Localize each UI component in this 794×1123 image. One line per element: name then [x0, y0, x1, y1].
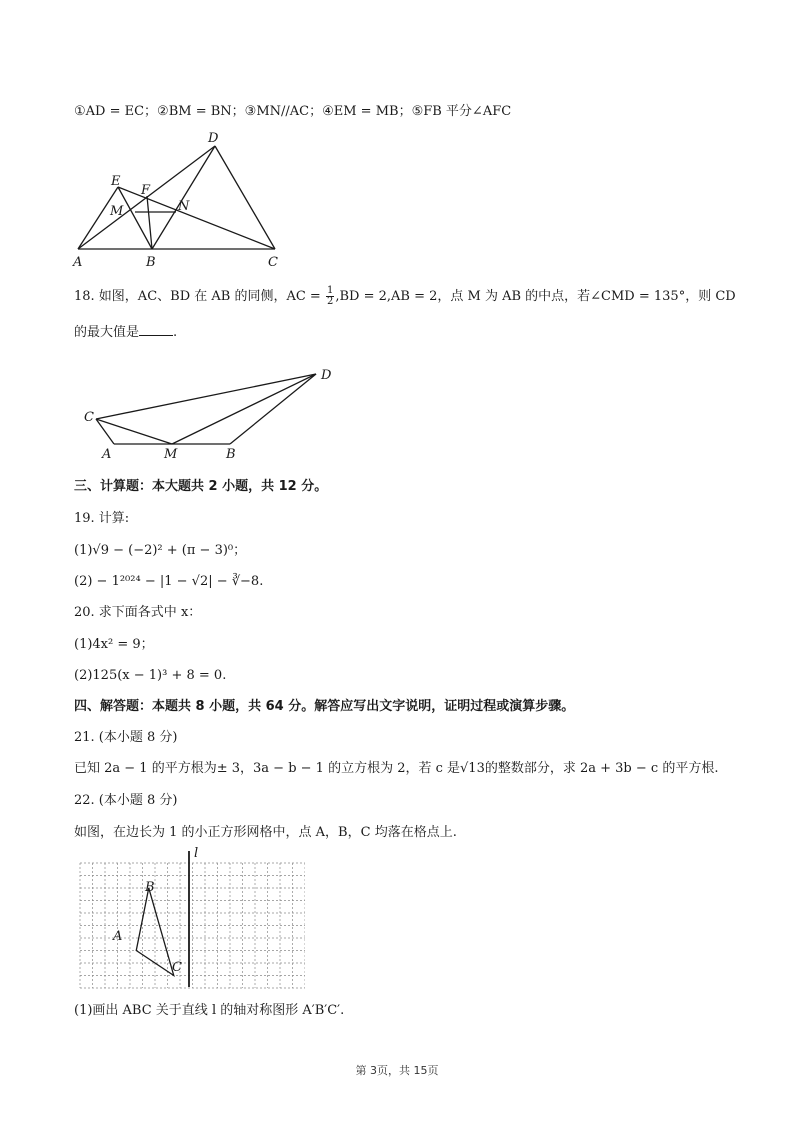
page-footer: 第 3页，共 15页 [355, 1064, 439, 1077]
q19-part1: (1)√9 − (−2)² + (π − 3)⁰； [74, 543, 247, 558]
section-4-title: 四、解答题：本题共 8 小题，共 64 分。解答应写出文字说明，证明过程或演算步骤。 [74, 699, 575, 714]
figure-17 [70, 128, 290, 270]
q18-frac-den: 2 [326, 296, 334, 307]
label-l: l [194, 846, 199, 861]
q21-body: 已知 2a − 1 的平方根为± 3，3a − b − 1 的立方根为 2，若 c 是√13的整数部分，求 2a + 3b − c 的平方根. [74, 761, 719, 776]
label-C: C [172, 960, 182, 975]
label-B: B [145, 880, 155, 895]
q18-fraction [326, 286, 334, 307]
label-A: A [102, 447, 112, 462]
q21-title: 21. (本小题 8 分) [74, 730, 178, 745]
label-M: M [110, 204, 124, 219]
triangle-abc [119, 885, 145, 940]
q19-part2: (2) − 1²⁰²⁴ − |1 − √2| − ∛−8. [74, 574, 264, 589]
label-F: F [141, 183, 151, 198]
label-M: M [164, 447, 178, 462]
q18-line2-text: 的最大值是 [74, 325, 140, 340]
label-D: D [208, 131, 219, 146]
q18-frac-num: 1 [326, 285, 334, 296]
label-E: E [111, 174, 121, 189]
q22-body: 如图，在边长为 1 的小正方形网格中，点 A，B，C 均落在格点上. [74, 825, 457, 840]
label-N: N [178, 199, 190, 214]
q20-part1: (1)4x² = 9； [74, 637, 154, 652]
q18-line2-end: . [173, 325, 178, 340]
label-B: B [146, 255, 156, 270]
label-C: C [84, 410, 94, 425]
section-3-title: 三、计算题：本大题共 2 小题，共 12 分。 [74, 479, 328, 494]
figure-22-grid [70, 845, 305, 990]
q19-title: 19. 计算: [74, 511, 130, 526]
q22-title: 22. (本小题 8 分) [74, 793, 178, 808]
q20-part2: (2)125(x − 1)³ + 8 = 0. [74, 668, 227, 683]
q18-line2 [74, 323, 177, 342]
q18-line1-pre: 18. 如图，AC、BD 在 AB 的同侧，AC = [74, 289, 325, 304]
answer-blank [139, 323, 173, 336]
label-A: A [73, 255, 83, 270]
q17-options: ①AD = EC；②BM = BN；③MN//AC；④EM = MB；⑤FB 平分∠AFC [74, 104, 512, 119]
label-C: C [268, 255, 278, 270]
q20-title: 20. 求下面各式中 x： [74, 605, 202, 620]
label-B: B [226, 447, 236, 462]
q18-line1 [74, 286, 736, 307]
figure-18 [80, 364, 340, 462]
label-A: A [113, 929, 123, 944]
label-D: D [321, 368, 332, 383]
q18-line1-post: ,BD = 2,AB = 2，点 M 为 AB 的中点，若∠CMD = 135°，则 CD [335, 289, 736, 304]
q22-part1: (1)画出 ABC 关于直线 l 的轴对称图形 A′B′C′. [74, 1003, 345, 1018]
